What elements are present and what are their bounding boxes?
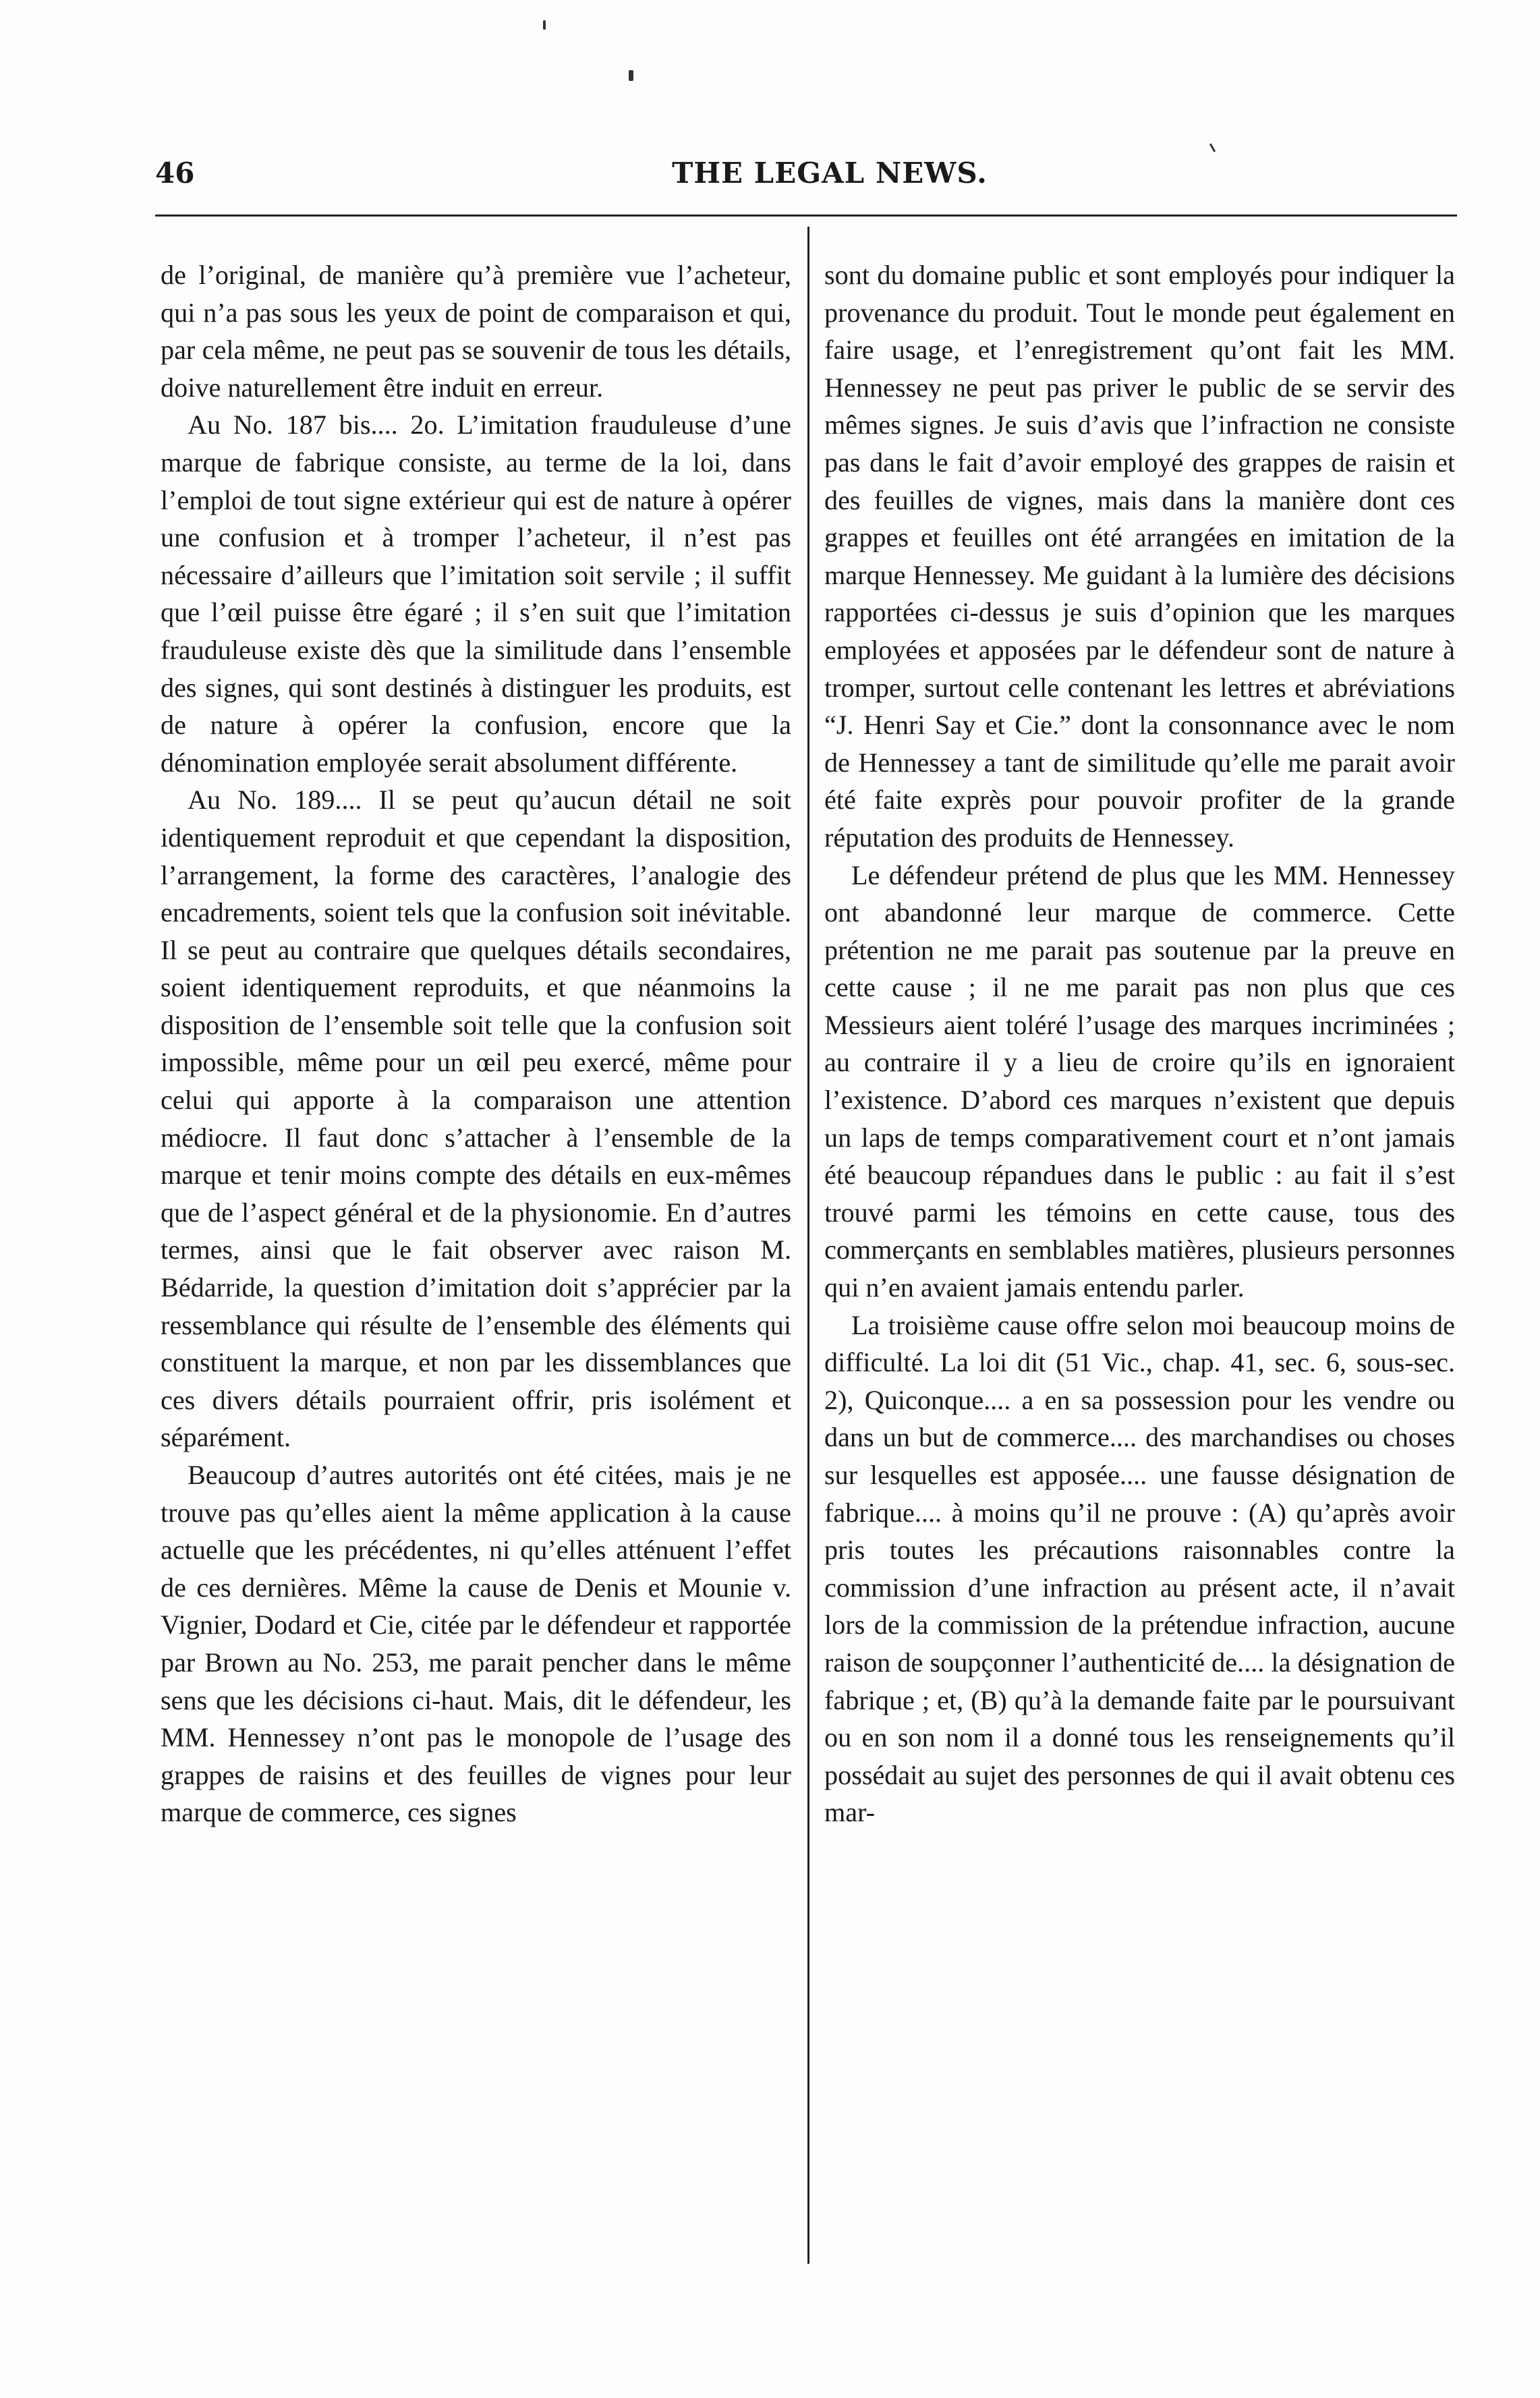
page-header: [155, 156, 1450, 204]
paragraph: de l’original, de manière qu’à première vue l’acheteur, qui n’a pas sous les yeux de point de comparaison et qui, par cela même, ne peut pas se souvenir de tous les détails, doive naturellement être induit en erreur.: [161, 260, 791, 403]
page-number: 46: [155, 156, 195, 190]
paragraph: La troisième cause offre selon moi beaucoup moins de difficulté. La loi dit (51 Vic., chap. 41, sec. 6, sous-sec. 2), Quiconque.... a en sa possession pour les vendre ou dans un but de commerce.... des marchandises ou choses sur lesquelles est apposée.... une fausse désignation de fabrique.... à moins qu’il ne prouve : (A) qu’après avoir pris toutes les précautions raisonnables contre la commission d’une infraction au présent acte, il n’avait lors de la commission de la prétendue infraction, aucune raison de soupçonner l’authenticité de.... la désignation de fabrique ; et, (B) qu’à la demande faite par le poursuivant ou en son nom il a donné tous les renseignements qu’il possédait au sujet des personnes de qui il avait obtenu ces mar-: [824, 1309, 1455, 1828]
paragraph: sont du domaine public et sont employés pour indiquer la provenance du produit. Tout le monde peut également en faire usage, et l’enregistrement qu’ont fait les MM. Hennessey ne peut pas priver le public de se servir des mêmes signes. Je suis d’avis que l’infraction ne consiste pas dans le fait d’avoir employé des grappes de raisin et des feuilles de vignes, mais dans la manière dont ces grappes et feuilles ont été arrangées en imitation de la marque Hennessey. Me guidant à la lumière des décisions rapportées ci-dessus je suis d’opinion que les marques employées et apposées par le défendeur sont de nature à tromper, surtout celle contenant les lettres et abréviations “J. Henri Say et Cie.” dont la consonnance avec le nom de Hennessey a tant de similitude qu’elle me parait avoir été faite exprès pour pouvoir profiter de la grande réputation des produits de Hennessey.: [824, 260, 1455, 853]
left-column: [161, 256, 791, 1831]
running-title: THE LEGAL NEWS.: [672, 156, 988, 190]
scan-speck: [629, 70, 633, 81]
scan-speck: [1209, 143, 1216, 152]
paragraph: Le défendeur prétend de plus que les MM. Hennessey ont abandonné leur marque de commerce. Cette prétention ne me parait pas soutenue par la preuve en cette cause ; il ne me parait pas non plus que ces Messieurs aient toléré l’usage des marques incriminées ; au contraire il y a lieu de croire qu’ils en ignoraient l’existence. D’abord ces marques n’existent que depuis un laps de temps comparativement court et n’ont jamais été beaucoup répandues dans le public : au fait il s’est trouvé parmi les témoins en cette cause, tous des commerçants en semblables matières, plusieurs personnes qui n’en avaient jamais entendu parler.: [824, 859, 1455, 1303]
right-column: [824, 256, 1455, 1831]
header-rule: [155, 215, 1457, 217]
column-divider: [807, 227, 809, 2264]
scan-speck: [543, 20, 546, 30]
paragraph: Au No. 187 bis.... 2o. L’imitation frauduleuse d’une marque de fabrique consiste, au terme de la loi, dans l’emploi de tout signe extérieur qui est de nature à opérer une confusion et à tromper l’acheteur, il n’est pas nécessaire d’ailleurs que l’imitation soit servile ; il suffit que l’œil puisse être égaré ; il s’en suit que l’imitation frauduleuse existe dès que la similitude dans l’ensemble des signes, qui sont destinés à distinguer les produits, est de nature à opérer la confusion, encore que la dénomination employée serait absolument différente.: [161, 409, 791, 778]
paragraph: Beaucoup d’autres autorités ont été citées, mais je ne trouve pas qu’elles aient la même application à la cause actuelle que les précédentes, ni qu’elles atténuent l’effet de ces dernières. Même la cause de Denis et Mounie v. Vignier, Dodard et Cie, citée par le défendeur et rapportée par Brown au No. 253, me parait pencher dans le même sens que les décisions ci-haut. Mais, dit le défendeur, les MM. Hennessey n’ont pas le monopole de l’usage des grappes de raisins et des feuilles de vignes pour leur marque de commerce, ces signes: [161, 1460, 791, 1828]
paragraph: Au No. 189.... Il se peut qu’aucun détail ne soit identiquement reproduit et que cependant la disposition, l’arrangement, la forme des caractères, l’analogie des encadrements, soient tels que la confusion soit inévitable. Il se peut au contraire que quelques détails secondaires, soient identiquement reproduits, et que néanmoins la disposition de l’ensemble soit telle que la confusion soit impossible, même pour un œil peu exercé, même pour celui qui apporte à la comparaison une attention médiocre. Il faut donc s’attacher à l’ensemble de la marque et tenir moins compte des détails en eux-mêmes que de l’aspect général et de la physionomie. En d’autres termes, ainsi que le fait observer avec raison M. Bédarride, la question d’imitation doit s’apprécier par la ressemblance qui résulte de l’ensemble des éléments qui constituent la marque, et non par les dissemblances que ces divers détails pourraient offrir, pris isolément et séparément.: [161, 784, 791, 1453]
